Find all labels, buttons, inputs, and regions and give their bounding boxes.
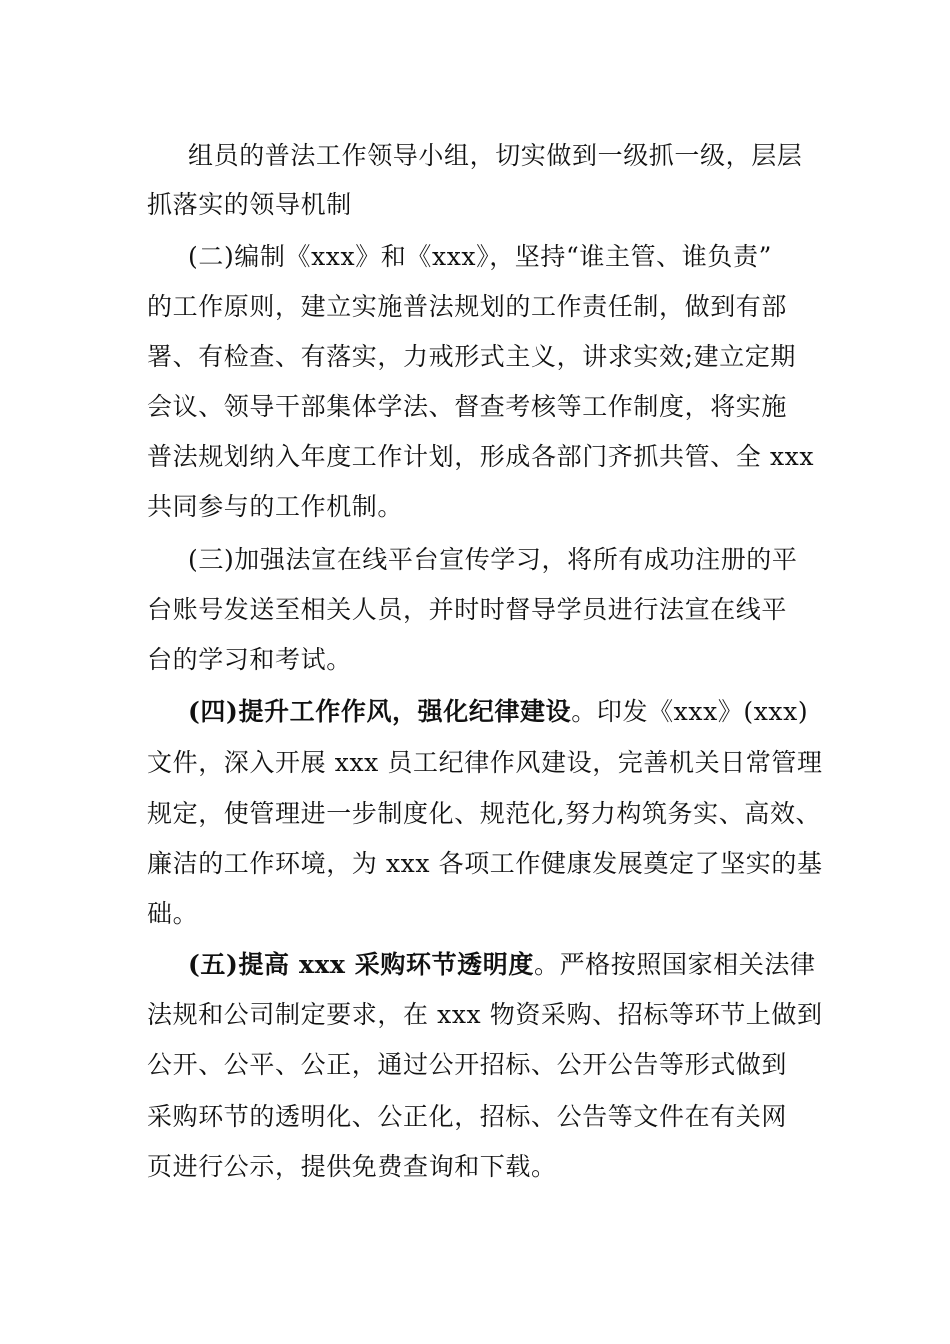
p2-line-2: 的工作原则，建立实施普法规划的工作责任制，做到有部 <box>147 292 788 321</box>
p4-line-2: 文件，深入开展 xxx 员工纪律作风建设，完善机关日常管理 <box>147 748 823 777</box>
p1-line-1: 组员的普法工作领导小组，切实做到一级抓一级，层层 <box>188 141 803 170</box>
p4-line-5: 础。 <box>147 899 199 928</box>
p5-heading: (五)提高 xxx 采购环节透明度 <box>188 950 534 979</box>
p3-line-2: 台账号发送至相关人员，并时时督导学员进行法宣在线平 <box>147 595 788 624</box>
p2-line-3: 署、有检查、有落实，力戒形式主义，讲求实效;建立定期 <box>147 342 797 371</box>
p4-line-3: 规定，使管理进一步制度化、规范化,努力构筑务实、高效、 <box>147 799 822 828</box>
p5-line-1 <box>188 948 816 982</box>
p2-line-6: 共同参与的工作机制。 <box>147 492 404 521</box>
p4-line-1 <box>188 695 808 729</box>
p1-line-2: 抓落实的领导机制 <box>147 190 352 219</box>
p5-line-5: 页进行公示，提供免费查询和下载。 <box>147 1152 557 1181</box>
p2-line-5: 普法规划纳入年度工作计划，形成各部门齐抓共管、全 xxx <box>147 442 815 471</box>
p2-line-4: 会议、领导干部集体学法、督查考核等工作制度，将实施 <box>147 392 788 421</box>
p5-line-2: 法规和公司制定要求，在 xxx 物资采购、招标等环节上做到 <box>147 1000 823 1029</box>
p4-heading: (四)提升工作作风，强化纪律建设 <box>188 697 572 726</box>
p4-line-1-rest: 。印发《xxx》(xxx) <box>571 697 809 726</box>
p4-line-4: 廉洁的工作环境，为 xxx 各项工作健康发展奠定了坚实的基 <box>147 849 823 878</box>
p5-line-4: 采购环节的透明化、公正化，招标、公告等文件在有关网 <box>147 1102 788 1131</box>
p5-line-3: 公开、公平、公正，通过公开招标、公开公告等形式做到 <box>147 1050 788 1079</box>
p3-line-1: (三)加强法宣在线平台宣传学习，将所有成功注册的平 <box>188 545 798 574</box>
p2-line-1: (二)编制《xxx》和《xxx》，坚持“谁主管、谁负责” <box>188 242 772 271</box>
p5-line-1-rest: 。严格按照国家相关法律 <box>533 950 816 979</box>
p3-line-3: 台的学习和考试。 <box>147 645 352 674</box>
